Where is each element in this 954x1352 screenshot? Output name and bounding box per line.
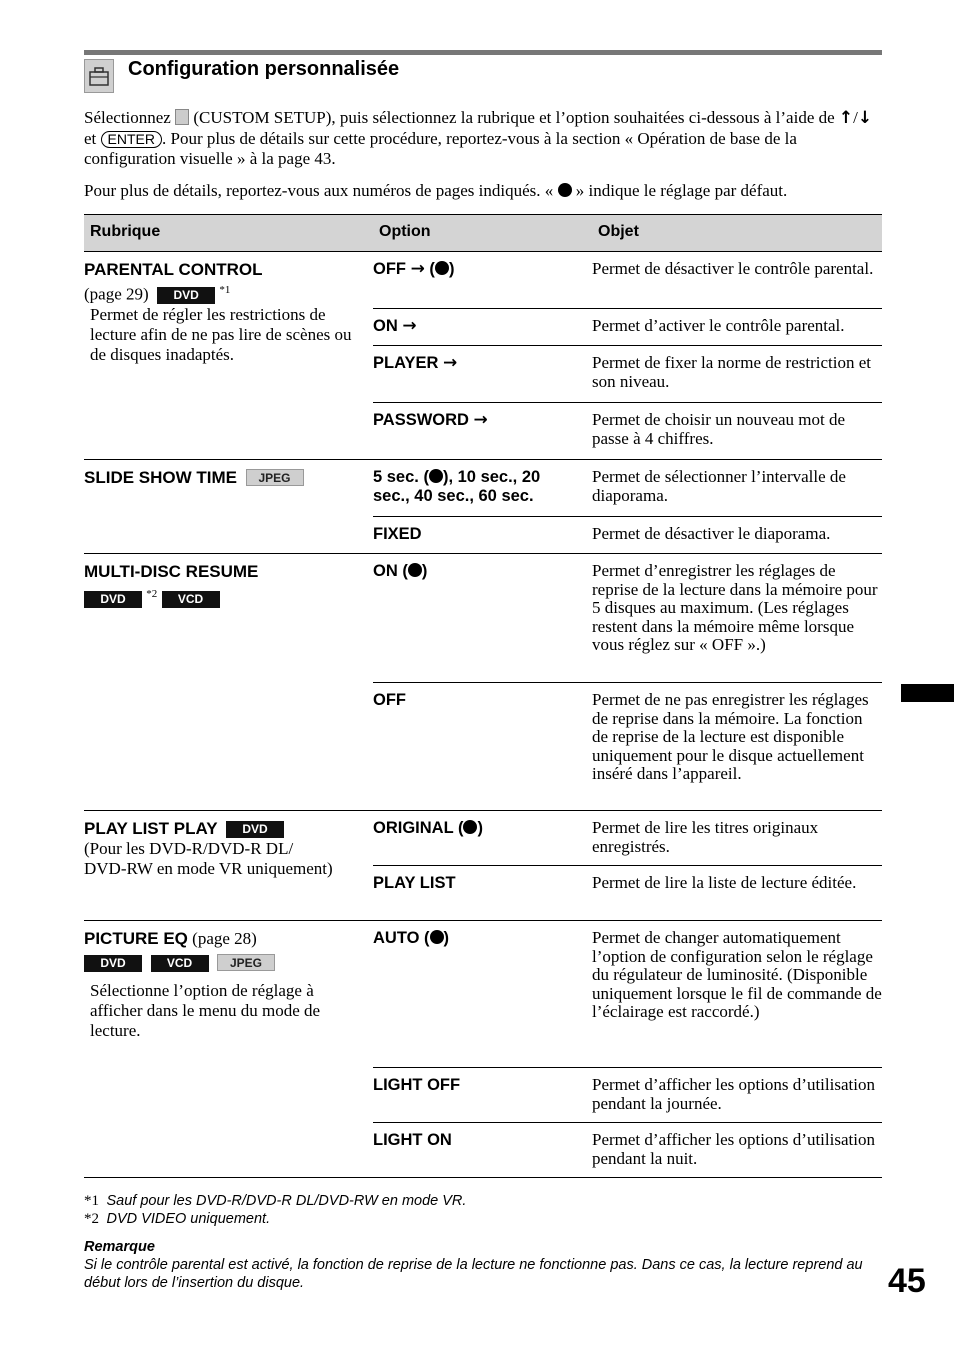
intro	[84, 108, 884, 201]
table-row: ORIGINAL ( ) Permet de lire les titres originaux enregistrés.	[373, 818, 819, 856]
dvd-badge: DVD	[157, 287, 215, 304]
rubrique-cell: MULTI-DISC RESUME DVD $^{*2}$ VCD	[84, 562, 259, 606]
table-header	[84, 214, 882, 252]
filled-circle-icon	[429, 469, 443, 483]
dvd-badge: DVD	[84, 591, 142, 608]
rubrique-cell: PLAY LIST PLAY DVD (Pour les DVD-R/DVD-R DL/ DVD-RW en mode VR uniquement)	[84, 819, 333, 878]
remarque-text: Si le contrôle parental est activé, la fonction de reprise de la lecture ne fonctionne pas. Dans ce cas, la lecture reprend au début lors de l’insertion du disque.	[84, 1257, 863, 1291]
filled-circle-icon	[558, 183, 572, 197]
table-row: 5 sec. ( ), 10 sec., 20 sec., 40 sec., 60 sec. Permet de sélectionner l’intervalle de diaporama.	[373, 467, 846, 505]
group-parental-control	[84, 252, 882, 460]
footnotes	[84, 1192, 884, 1228]
filled-circle-icon	[430, 930, 444, 944]
page-title: Configuration personnalisée	[128, 58, 400, 80]
remarque-note	[84, 1238, 884, 1292]
filled-circle-icon	[408, 563, 422, 577]
right-arrow-icon: →	[443, 353, 458, 373]
table-row: LIGHT ON Permet d’afficher les options d’utilisation pendant la nuit.	[373, 1122, 882, 1177]
table-row: ON ( ) Permet d’enregistrer les réglages de reprise de la lecture dans la mémoire pour 5 disques au maximum. (Les réglages restent dans la mémoire même lorsque vous réglez sur « OFF ».)	[373, 561, 878, 654]
footnote-2: *2 DVD VIDEO uniquement.	[84, 1211, 271, 1227]
enter-key: ENTER	[101, 131, 162, 148]
header-option: Option	[379, 223, 431, 240]
toolbox-icon	[175, 109, 189, 125]
header-rubrique: Rubrique	[90, 223, 161, 240]
table-row: ON → Permet d’activer le contrôle parental.	[373, 308, 882, 345]
jpeg-badge: JPEG	[217, 954, 275, 971]
footnote-1: *1 Sauf pour les DVD-R/DVD-R DL/DVD-RW en mode VR.	[84, 1193, 467, 1209]
up-arrow-icon: ↑	[838, 108, 854, 128]
settings-table	[84, 214, 882, 1178]
right-arrow-icon: →	[473, 410, 488, 430]
table-row: FIXED Permet de désactiver le diaporama.	[373, 516, 882, 553]
down-arrow-icon: ↓	[857, 108, 873, 128]
top-rule	[84, 50, 882, 55]
side-tab-marker	[901, 684, 954, 702]
table-row: PLAYER → Permet de fixer la norme de restriction et son niveau.	[373, 345, 882, 402]
table-row: PLAY LIST Permet de lire la liste de lecture éditée.	[373, 865, 882, 920]
right-arrow-icon: →	[410, 259, 425, 279]
table-row: PASSWORD → Permet de choisir un nouveau mot de passe à 4 chiffres.	[373, 402, 882, 459]
group-multi-disc-resume	[84, 554, 882, 811]
rubrique-cell: PICTURE EQ (page 28) DVD VCD JPEG Sélectionne l’option de réglage à afficher dans le menu du mode de lecture.	[84, 929, 321, 1040]
jpeg-badge: JPEG	[246, 469, 304, 486]
table-row: AUTO ( ) Permet de changer automatiquement l’option de configuration selon le réglage du régulateur de luminosité. (Disponible uniquement lorsque le fil de commande de l’éclairage est raccordé.)	[373, 928, 882, 1021]
rubrique-cell: SLIDE SHOW TIME JPEG	[84, 468, 360, 488]
right-arrow-icon: →	[402, 316, 417, 336]
page-number: 45	[888, 1262, 926, 1300]
rubrique-cell: PARENTAL CONTROL (page 29) DVD $^{*1}$ Permet de régler les restrictions de lecture afin de ne pas lire de scènes ou de disques inadaptés.	[84, 260, 352, 364]
vcd-badge: VCD	[151, 955, 209, 972]
table-row: LIGHT OFF Permet d’afficher les options d’utilisation pendant la journée.	[373, 1067, 882, 1122]
dvd-badge: DVD	[226, 821, 284, 838]
intro-paragraph-2: Pour plus de détails, reportez-vous aux numéros de pages indiqués. « » indique le réglage par défaut.	[84, 180, 788, 200]
group-play-list-play	[84, 811, 882, 921]
group-slide-show-time	[84, 460, 882, 554]
dvd-badge: DVD	[84, 955, 142, 972]
filled-circle-icon	[435, 261, 449, 275]
intro-paragraph-1: Sélectionnez (CUSTOM SETUP), puis sélectionnez la rubrique et l’option souhaitées ci-dessous à l’aide de ↑/↓ et ENTER . Pour plus de détails sur cette procédure, reportez-vous à la section « Opération de base de la configuration visuelle » à la page 43.	[84, 108, 873, 168]
filled-circle-icon	[463, 820, 477, 834]
toolbox-icon	[84, 59, 114, 93]
table-row: OFF → ( ) Permet de désactiver le contrôle parental.	[373, 259, 874, 279]
table-row: OFF Permet de ne pas enregistrer les réglages de reprise dans la mémoire. La fonction de reprise de la lecture est disponible uniquement pour le disque actuellement inséré dans l’appareil.	[373, 682, 882, 810]
remarque-title: Remarque	[84, 1239, 155, 1255]
header-objet: Objet	[598, 223, 639, 240]
vcd-badge: VCD	[162, 591, 220, 608]
group-picture-eq	[84, 921, 882, 1178]
